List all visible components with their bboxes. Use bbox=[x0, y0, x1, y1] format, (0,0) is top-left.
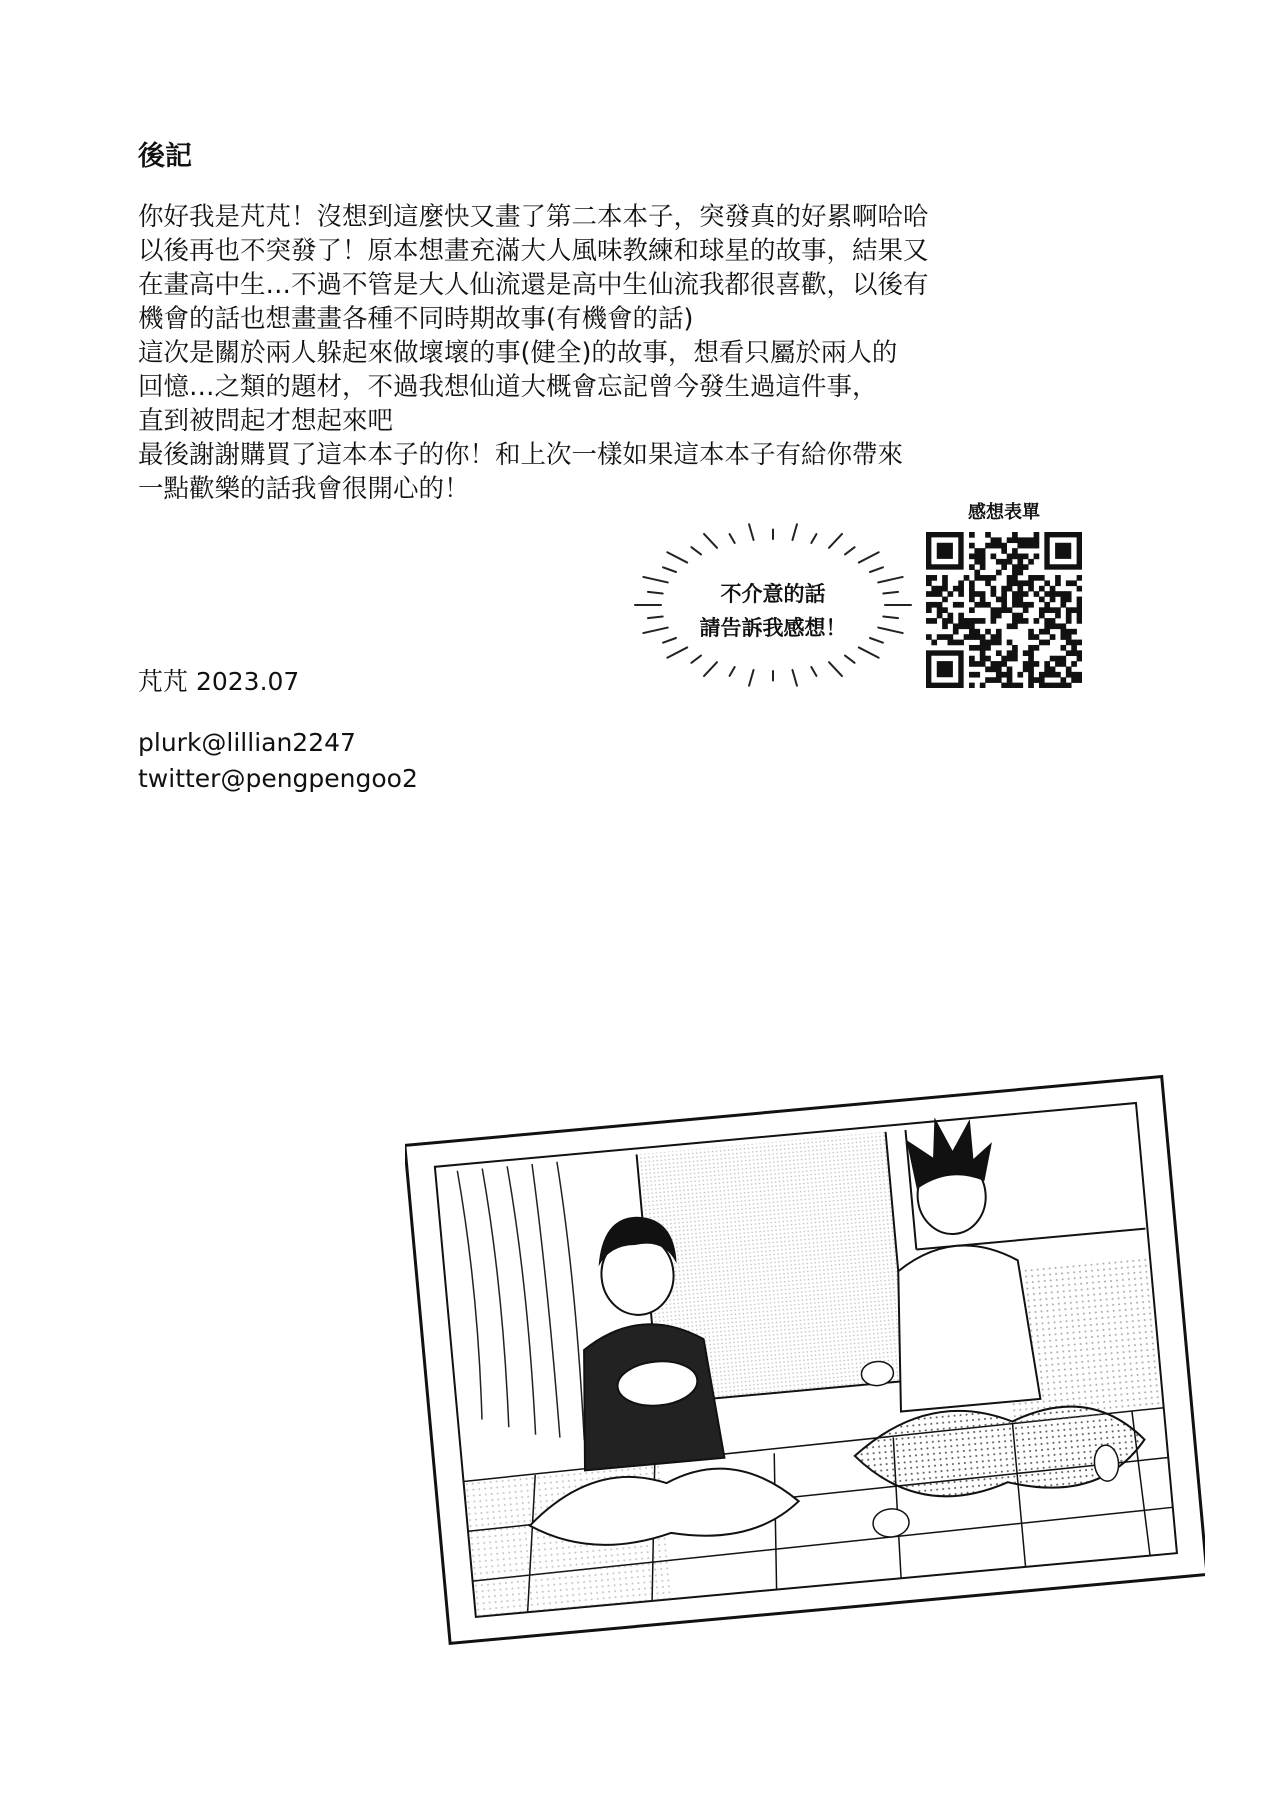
contact-info bbox=[138, 725, 418, 797]
body-line: 在畫高中生…不過不管是大人仙流還是高中生仙流我都很喜歡，以後有 bbox=[138, 270, 929, 300]
bubble-line-1: 不介意的話 bbox=[720, 582, 826, 606]
polaroid-illustration-icon bbox=[405, 1030, 1205, 1670]
feedback-form-label: 感想表單 bbox=[968, 502, 1040, 523]
body-line: 這次是關於兩人躲起來做壞壞的事(健全)的故事，想看只屬於兩人的 bbox=[138, 338, 898, 368]
body-line: 以後再也不突發了！原本想畫充滿大人風味教練和球星的故事，結果又 bbox=[138, 236, 929, 266]
body-line: 最後謝謝購買了這本本子的你！和上次一樣如果這本本子有給你帶來 bbox=[138, 440, 904, 470]
body-line: 機會的話也想畫畫各種不同時期故事(有機會的話) bbox=[138, 304, 694, 334]
afterword-body bbox=[138, 200, 998, 506]
page-title: 後記 bbox=[138, 141, 192, 172]
twitter-handle[interactable]: twitter@pengpengoo2 bbox=[138, 764, 418, 793]
body-line: 直到被問起才想起來吧 bbox=[138, 406, 394, 436]
body-line: 你好我是芃芃！沒想到這麼快又畫了第二本本子，突發真的好累啊哈哈 bbox=[138, 202, 929, 232]
signature: 芃芃 2023.07 bbox=[138, 667, 300, 696]
qr-code-icon[interactable] bbox=[926, 532, 1082, 688]
bubble-line-2: 請告訴我感想！ bbox=[699, 616, 847, 640]
body-line: 回憶…之類的題材，不過我想仙道大概會忘記曾今發生過這件事， bbox=[138, 372, 878, 402]
body-line: 一點歡樂的話我會很開心的！ bbox=[138, 474, 470, 504]
plurk-handle[interactable]: plurk@lillian2247 bbox=[138, 728, 356, 757]
feedback-speech-bubble bbox=[628, 520, 918, 690]
